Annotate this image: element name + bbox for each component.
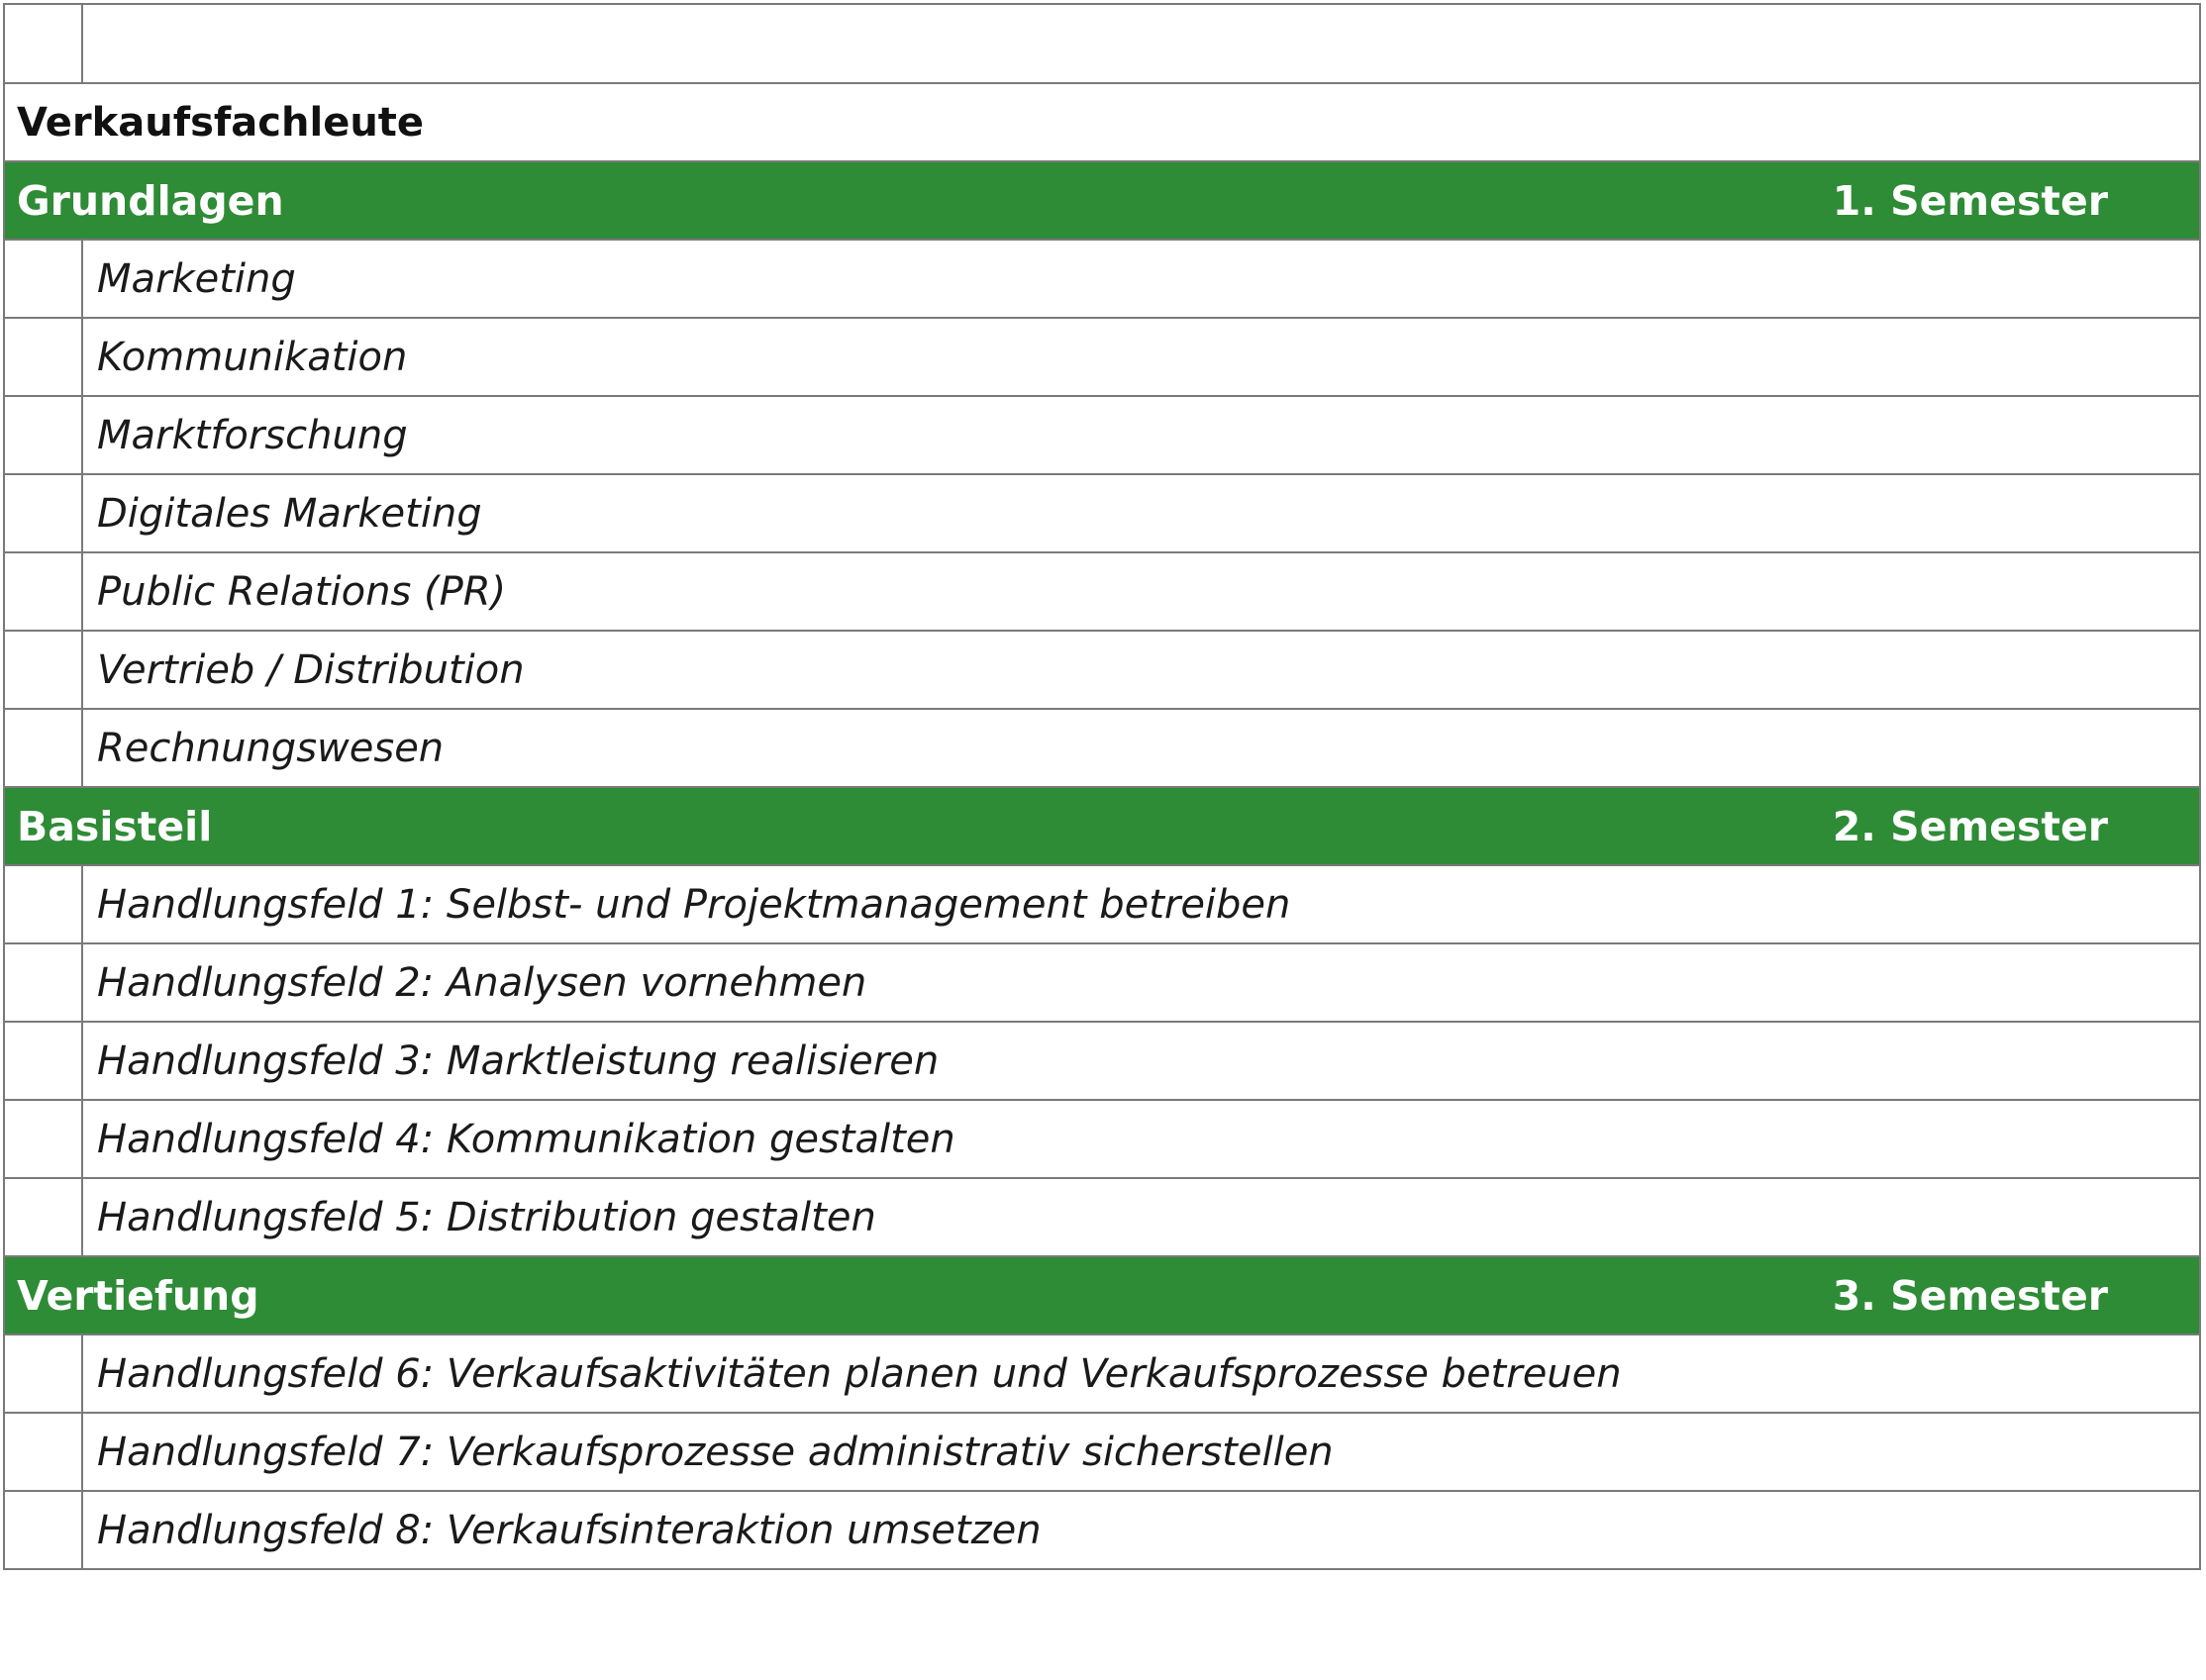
list-item <box>4 709 2200 787</box>
empty-cell-left <box>4 4 82 83</box>
section-header-grundlagen <box>4 161 2200 240</box>
section-name: Basisteil <box>17 802 213 850</box>
item-marker-cell <box>4 1334 82 1413</box>
section-header-vertiefung <box>4 1256 2200 1334</box>
table-title: Verkaufsfachleute <box>4 83 2200 161</box>
item-label: Handlungsfeld 2: Analysen vornehmen <box>82 943 2200 1022</box>
item-marker-cell <box>4 1178 82 1256</box>
item-label: Digitales Marketing <box>82 474 2200 552</box>
list-item <box>4 1022 2200 1100</box>
empty-cell-right <box>82 4 2200 83</box>
item-marker-cell <box>4 240 82 318</box>
item-label: Public Relations (PR) <box>82 552 2200 631</box>
section-header-cell <box>4 161 2200 240</box>
item-marker-cell <box>4 396 82 474</box>
curriculum-table <box>3 3 2201 1570</box>
item-label: Handlungsfeld 4: Kommunikation gestalten <box>82 1100 2200 1178</box>
section-name: Grundlagen <box>17 176 284 225</box>
empty-header-row <box>4 4 2200 83</box>
section-header-inner <box>5 803 2199 850</box>
item-marker-cell <box>4 474 82 552</box>
item-label: Handlungsfeld 7: Verkaufsprozesse administrativ sicherstellen <box>82 1413 2200 1491</box>
list-item <box>4 240 2200 318</box>
section-semester: 3. Semester <box>1832 1271 2108 1320</box>
item-label: Marktforschung <box>82 396 2200 474</box>
item-label: Kommunikation <box>82 318 2200 396</box>
section-name: Vertiefung <box>17 1271 259 1320</box>
item-marker-cell <box>4 1100 82 1178</box>
section-semester: 2. Semester <box>1832 802 2108 850</box>
list-item <box>4 631 2200 709</box>
section-header-cell <box>4 1256 2200 1334</box>
section-header-basisteil <box>4 787 2200 865</box>
item-marker-cell <box>4 1022 82 1100</box>
list-item <box>4 474 2200 552</box>
item-marker-cell <box>4 709 82 787</box>
section-header-inner <box>5 1272 2199 1320</box>
item-marker-cell <box>4 318 82 396</box>
list-item <box>4 865 2200 943</box>
item-label: Marketing <box>82 240 2200 318</box>
list-item <box>4 1178 2200 1256</box>
list-item <box>4 318 2200 396</box>
item-label: Handlungsfeld 6: Verkaufsaktivitäten planen und Verkaufsprozesse betreuen <box>82 1334 2200 1413</box>
item-marker-cell <box>4 1491 82 1569</box>
title-row <box>4 83 2200 161</box>
item-label: Handlungsfeld 5: Distribution gestalten <box>82 1178 2200 1256</box>
item-marker-cell <box>4 943 82 1022</box>
item-marker-cell <box>4 552 82 631</box>
section-header-cell <box>4 787 2200 865</box>
item-label: Handlungsfeld 3: Marktleistung realisieren <box>82 1022 2200 1100</box>
item-label: Handlungsfeld 8: Verkaufsinteraktion umsetzen <box>82 1491 2200 1569</box>
list-item <box>4 1334 2200 1413</box>
curriculum-table-body <box>4 4 2200 1569</box>
item-marker-cell <box>4 631 82 709</box>
item-label: Vertrieb / Distribution <box>82 631 2200 709</box>
item-marker-cell <box>4 865 82 943</box>
list-item <box>4 943 2200 1022</box>
item-label: Rechnungswesen <box>82 709 2200 787</box>
section-semester: 1. Semester <box>1832 176 2108 225</box>
list-item <box>4 1491 2200 1569</box>
list-item <box>4 552 2200 631</box>
section-header-inner <box>5 177 2199 225</box>
list-item <box>4 396 2200 474</box>
item-label: Handlungsfeld 1: Selbst- und Projektmanagement betreiben <box>82 865 2200 943</box>
item-marker-cell <box>4 1413 82 1491</box>
list-item <box>4 1100 2200 1178</box>
list-item <box>4 1413 2200 1491</box>
